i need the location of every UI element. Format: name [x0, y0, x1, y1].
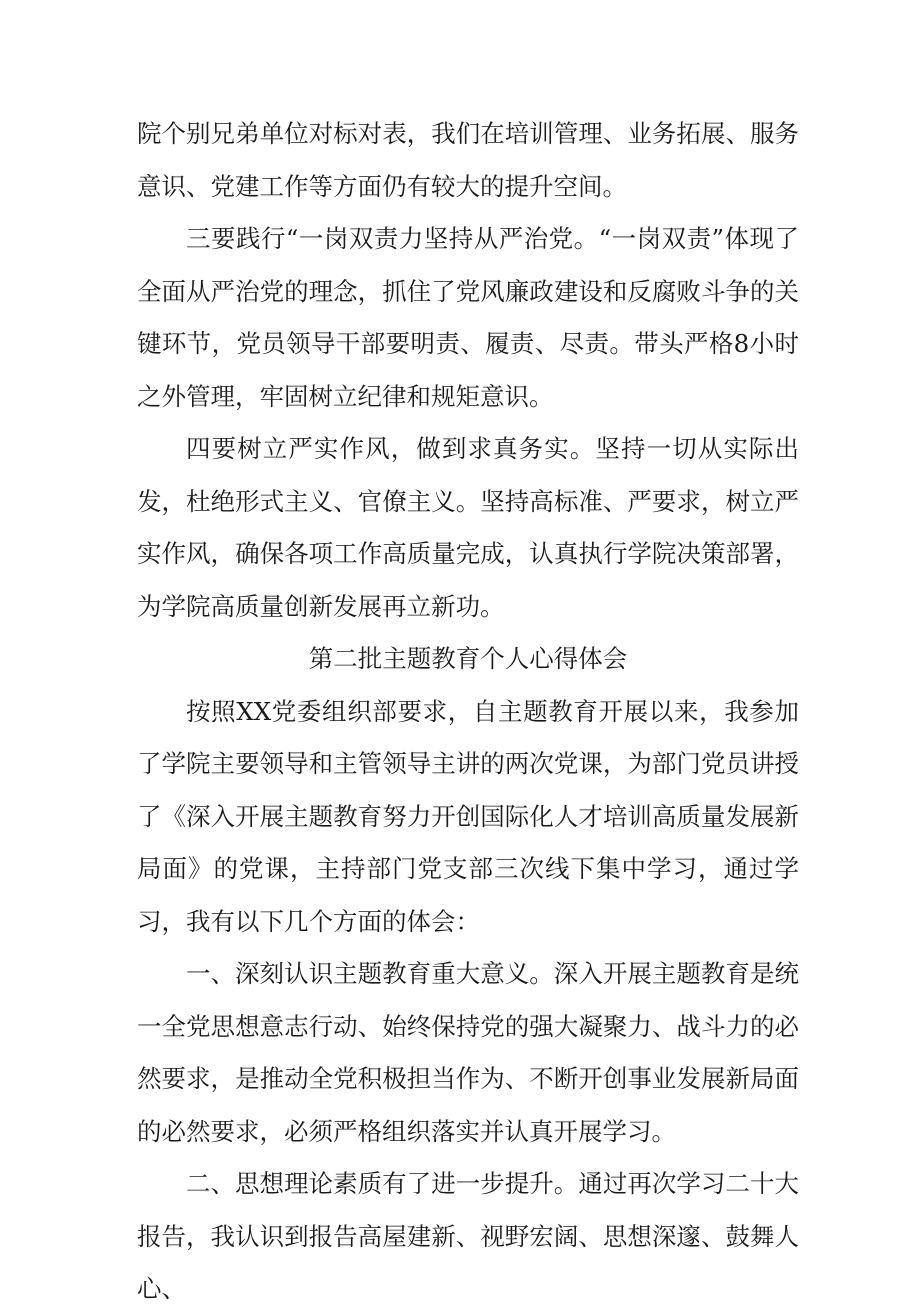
- paragraph-insight-two: 二、思想理论素质有了进一步提升。通过再次学习二十大报告，我认识到报告高屋建新、视野宏阔、思想深邃、鼓舞人心、: [137, 1169, 799, 1303]
- paragraph-point-four: 四要树立严实作风，做到求真务实。坚持一切从实际出发，杜绝形式主义、官僚主义。坚持高标准、严要求，树立严实作风，确保各项工作高质量完成，认真执行学院决策部署，为学院高质量创新发展再立新功。: [137, 434, 799, 621]
- paragraph-point-three: 三要践行“一岗双责力坚持从严治党。“一岗双责”体现了全面从严治党的理念，抓住了党风廉政建设和反腐败斗争的关键环节，党员领导干部要明责、履责、尽责。带头严格8小时之外管理，牢固树立纪律和规矩意识。: [137, 224, 799, 411]
- section-title: 第二批主题教育个人心得体会: [308, 644, 628, 673]
- paragraph-continuation: 院个别兄弟单位对标对表，我们在培训管理、业务拓展、服务意识、党建工作等方面仍有较大的提升空间。: [137, 119, 799, 201]
- document-page: [137, 108, 799, 1316]
- paragraph-intro: 按照XX党委组织部要求，自主题教育开展以来，我参加了学院主要领导和主管领导主讲的两次党课，为部门党员讲授了《深入开展主题教育努力开创国际化人才培训高质量发展新局面》的党课，主持部门党支部三次线下集中学习，通过学习，我有以下几个方面的体会：: [137, 696, 799, 936]
- paragraph-insight-one: 一、深刻认识主题教育重大意义。深入开展主题教育是统一全党思想意志行动、始终保持党的强大凝聚力、战斗力的必然要求，是推动全党积极担当作为、不断开创事业发展新局面的必然要求，必须严格组织落实并认真开展学习。: [137, 959, 799, 1146]
